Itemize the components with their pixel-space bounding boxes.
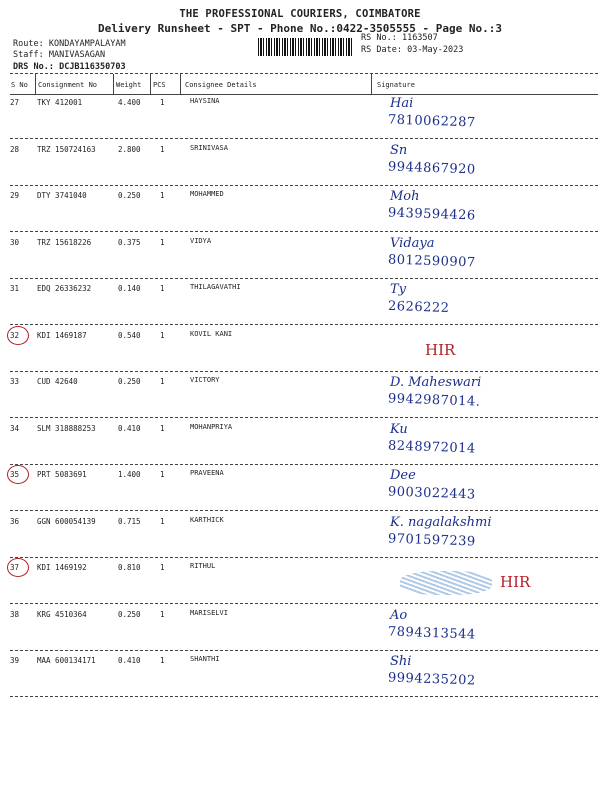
table-row	[10, 606, 598, 652]
rs-date-line	[361, 45, 463, 55]
weight-value: 0.250	[118, 191, 141, 200]
weight-value: 0.375	[118, 237, 141, 247]
drs-value: DCJB116350703	[59, 62, 126, 72]
signature-phone: 9994235202	[387, 670, 476, 689]
serial-number: 33	[10, 377, 20, 386]
barcode	[258, 38, 353, 56]
signature-phone: 8248972014	[387, 437, 476, 457]
row-separator	[10, 464, 598, 465]
pieces-count: 1	[160, 516, 165, 526]
col-header-pcs: PCS	[153, 81, 166, 89]
consignee-name: PRAVEENA	[190, 469, 224, 477]
signature-phone: 9942987014.	[387, 391, 481, 410]
serial-number: 36	[10, 516, 20, 526]
pieces-count: 1	[160, 330, 165, 340]
weight-value: 2.800	[118, 144, 141, 154]
row-separator	[10, 185, 598, 186]
table-row	[10, 327, 598, 373]
consignment-number: KDI 1469187	[37, 330, 87, 340]
signature-name: Ku	[390, 421, 408, 437]
weight-value: 0.250	[118, 609, 141, 619]
signature-name: Vidaya	[390, 235, 435, 251]
col-header-signature: Signature	[377, 81, 415, 89]
row-separator	[10, 603, 598, 604]
col-header-consignment: Consignment No	[38, 81, 98, 89]
column-divider	[35, 74, 36, 94]
pieces-count: 1	[160, 377, 165, 386]
consignee-name: THILAGAVATHI	[190, 283, 241, 291]
weight-value: 0.250	[118, 377, 141, 386]
serial-number: 31	[10, 284, 20, 293]
consignee-name: HAYSINA	[190, 97, 220, 105]
rs-date-value: 03-May-2023	[407, 45, 464, 55]
table-row	[10, 466, 598, 512]
consignee-name: MOHAMMED	[190, 190, 224, 198]
table-top-rule	[10, 73, 598, 74]
column-divider	[150, 74, 151, 94]
consignment-number: TKY 412001	[37, 98, 83, 107]
table-row	[10, 652, 598, 698]
signature-phone: 8012590907	[387, 251, 476, 271]
weight-value: 0.715	[118, 516, 141, 526]
signature-name: Ty	[390, 282, 407, 297]
serial-number: 38	[10, 609, 20, 619]
consignee-name: RITHUL	[190, 562, 216, 570]
signature-name: D. Maheswari	[390, 375, 482, 390]
consignee-name: MARISELVI	[190, 608, 228, 617]
signature-name: Ao	[390, 607, 408, 623]
table-row	[10, 373, 598, 419]
weight-value: 0.810	[118, 563, 141, 572]
row-separator	[10, 650, 598, 651]
pieces-count: 1	[160, 423, 165, 433]
consignment-number: PRT 5083691	[37, 470, 87, 479]
signature-phone: 9701597239	[387, 530, 476, 550]
rs-date-label: RS Date:	[361, 45, 402, 55]
consignment-number: DTY 3741040	[37, 191, 87, 200]
column-divider	[180, 74, 181, 94]
table-row	[10, 141, 598, 187]
pieces-count: 1	[160, 191, 165, 200]
route-value: KONDAYAMPALAYAM	[48, 39, 126, 49]
signature-name: Dee	[390, 468, 416, 483]
row-separator	[10, 231, 598, 232]
signature-name: Hai	[390, 96, 414, 111]
column-divider	[113, 74, 114, 94]
consignee-name: SHANTHI	[190, 655, 220, 663]
highlight-circle	[7, 326, 29, 345]
consignee-name: VIDYA	[190, 236, 212, 245]
table-row	[10, 559, 598, 605]
serial-number: 39	[10, 656, 20, 665]
rs-number-label: RS No.:	[361, 33, 397, 43]
serial-number: 28	[10, 144, 20, 154]
staff-value: MANIVASAGAN	[48, 50, 106, 60]
staff-line	[13, 50, 105, 60]
weight-value: 1.400	[118, 470, 141, 479]
weight-value: 0.540	[118, 330, 141, 340]
serial-number: 27	[10, 98, 20, 107]
signature-name: Moh	[390, 189, 420, 204]
pieces-count: 1	[160, 237, 165, 247]
column-divider	[371, 74, 372, 94]
pieces-count: 1	[160, 144, 165, 154]
route-label: Route:	[13, 39, 44, 49]
table-row	[10, 234, 598, 280]
pieces-count: 1	[160, 563, 165, 572]
signature-phone: 2626222	[387, 298, 450, 317]
pieces-count: 1	[160, 470, 165, 479]
consignee-name: VICTORY	[190, 376, 220, 384]
drs-label: DRS No.:	[13, 62, 54, 72]
consignment-number: KDI 1469192	[37, 563, 87, 572]
consignment-number: EDQ 26336232	[37, 284, 92, 293]
signature-phone: 9944867920	[387, 158, 476, 178]
row-separator	[10, 278, 598, 279]
pieces-count: 1	[160, 609, 165, 619]
row-separator	[10, 557, 598, 558]
row-separator	[10, 138, 598, 139]
serial-number: 34	[10, 423, 20, 433]
serial-number: 29	[10, 191, 20, 200]
signature-name: K. nagalakshmi	[390, 514, 492, 530]
remark-mark: HIR	[425, 340, 456, 359]
signature-name: Shi	[390, 654, 412, 669]
row-separator	[10, 696, 598, 697]
serial-number: 37	[10, 563, 20, 572]
table-row	[10, 420, 598, 466]
highlight-circle	[7, 465, 29, 484]
company-name: THE PROFESSIONAL COURIERS, COIMBATORE	[179, 8, 421, 20]
consignment-number: CUD 42640	[37, 377, 78, 386]
serial-number: 32	[10, 330, 20, 340]
row-separator	[10, 417, 598, 418]
signature-phone: 9003022443	[387, 484, 476, 503]
table-row	[10, 280, 598, 326]
signature-phone: 7810062287	[387, 112, 476, 131]
serial-number: 35	[10, 470, 20, 479]
runsheet-title: Delivery Runsheet - SPT - Phone No.:0422-3505555 - Page No.:3	[98, 22, 502, 35]
consignment-number: MAA 600134171	[37, 656, 96, 665]
rs-number-line	[361, 33, 438, 43]
consignment-number: TRZ 150724163	[37, 144, 96, 154]
row-separator	[10, 371, 598, 372]
signature-phone: 9439594426	[387, 205, 476, 224]
remark-mark: HIR	[500, 573, 531, 591]
col-header-consignee: Consignee Details	[185, 81, 257, 89]
col-header-weight: Weight	[116, 81, 142, 89]
table-row	[10, 187, 598, 233]
row-separator	[10, 510, 598, 511]
route-line	[13, 39, 126, 49]
signature-name: Sn	[390, 142, 408, 158]
pieces-count: 1	[160, 656, 165, 665]
consignment-number: KRG 4510364	[37, 609, 87, 619]
staff-label: Staff:	[13, 50, 44, 60]
consignment-number: TRZ 15618226	[37, 237, 92, 247]
signature-phone: 7894313544	[387, 623, 476, 643]
col-header-sno: S No	[11, 81, 28, 89]
pieces-count: 1	[160, 284, 165, 293]
drs-line	[13, 62, 126, 72]
consignee-name: SRINIVASA	[190, 143, 228, 152]
scribbled-signature	[400, 571, 492, 595]
row-separator	[10, 324, 598, 325]
weight-value: 0.410	[118, 656, 141, 665]
consignee-name: KOVIL KANI	[190, 329, 233, 338]
weight-value: 4.400	[118, 98, 141, 107]
consignment-number: SLM 318888253	[37, 423, 96, 433]
table-row	[10, 513, 598, 559]
consignment-number: GGN 600054139	[37, 516, 96, 526]
pieces-count: 1	[160, 98, 165, 107]
serial-number: 30	[10, 237, 20, 247]
highlight-circle	[7, 558, 29, 577]
table-row	[10, 94, 598, 140]
weight-value: 0.410	[118, 423, 141, 433]
consignee-name: MOHANPRIYA	[190, 422, 233, 431]
weight-value: 0.140	[118, 284, 141, 293]
consignee-name: KARTHICK	[190, 515, 224, 524]
rs-number-value: 1163507	[401, 33, 438, 43]
